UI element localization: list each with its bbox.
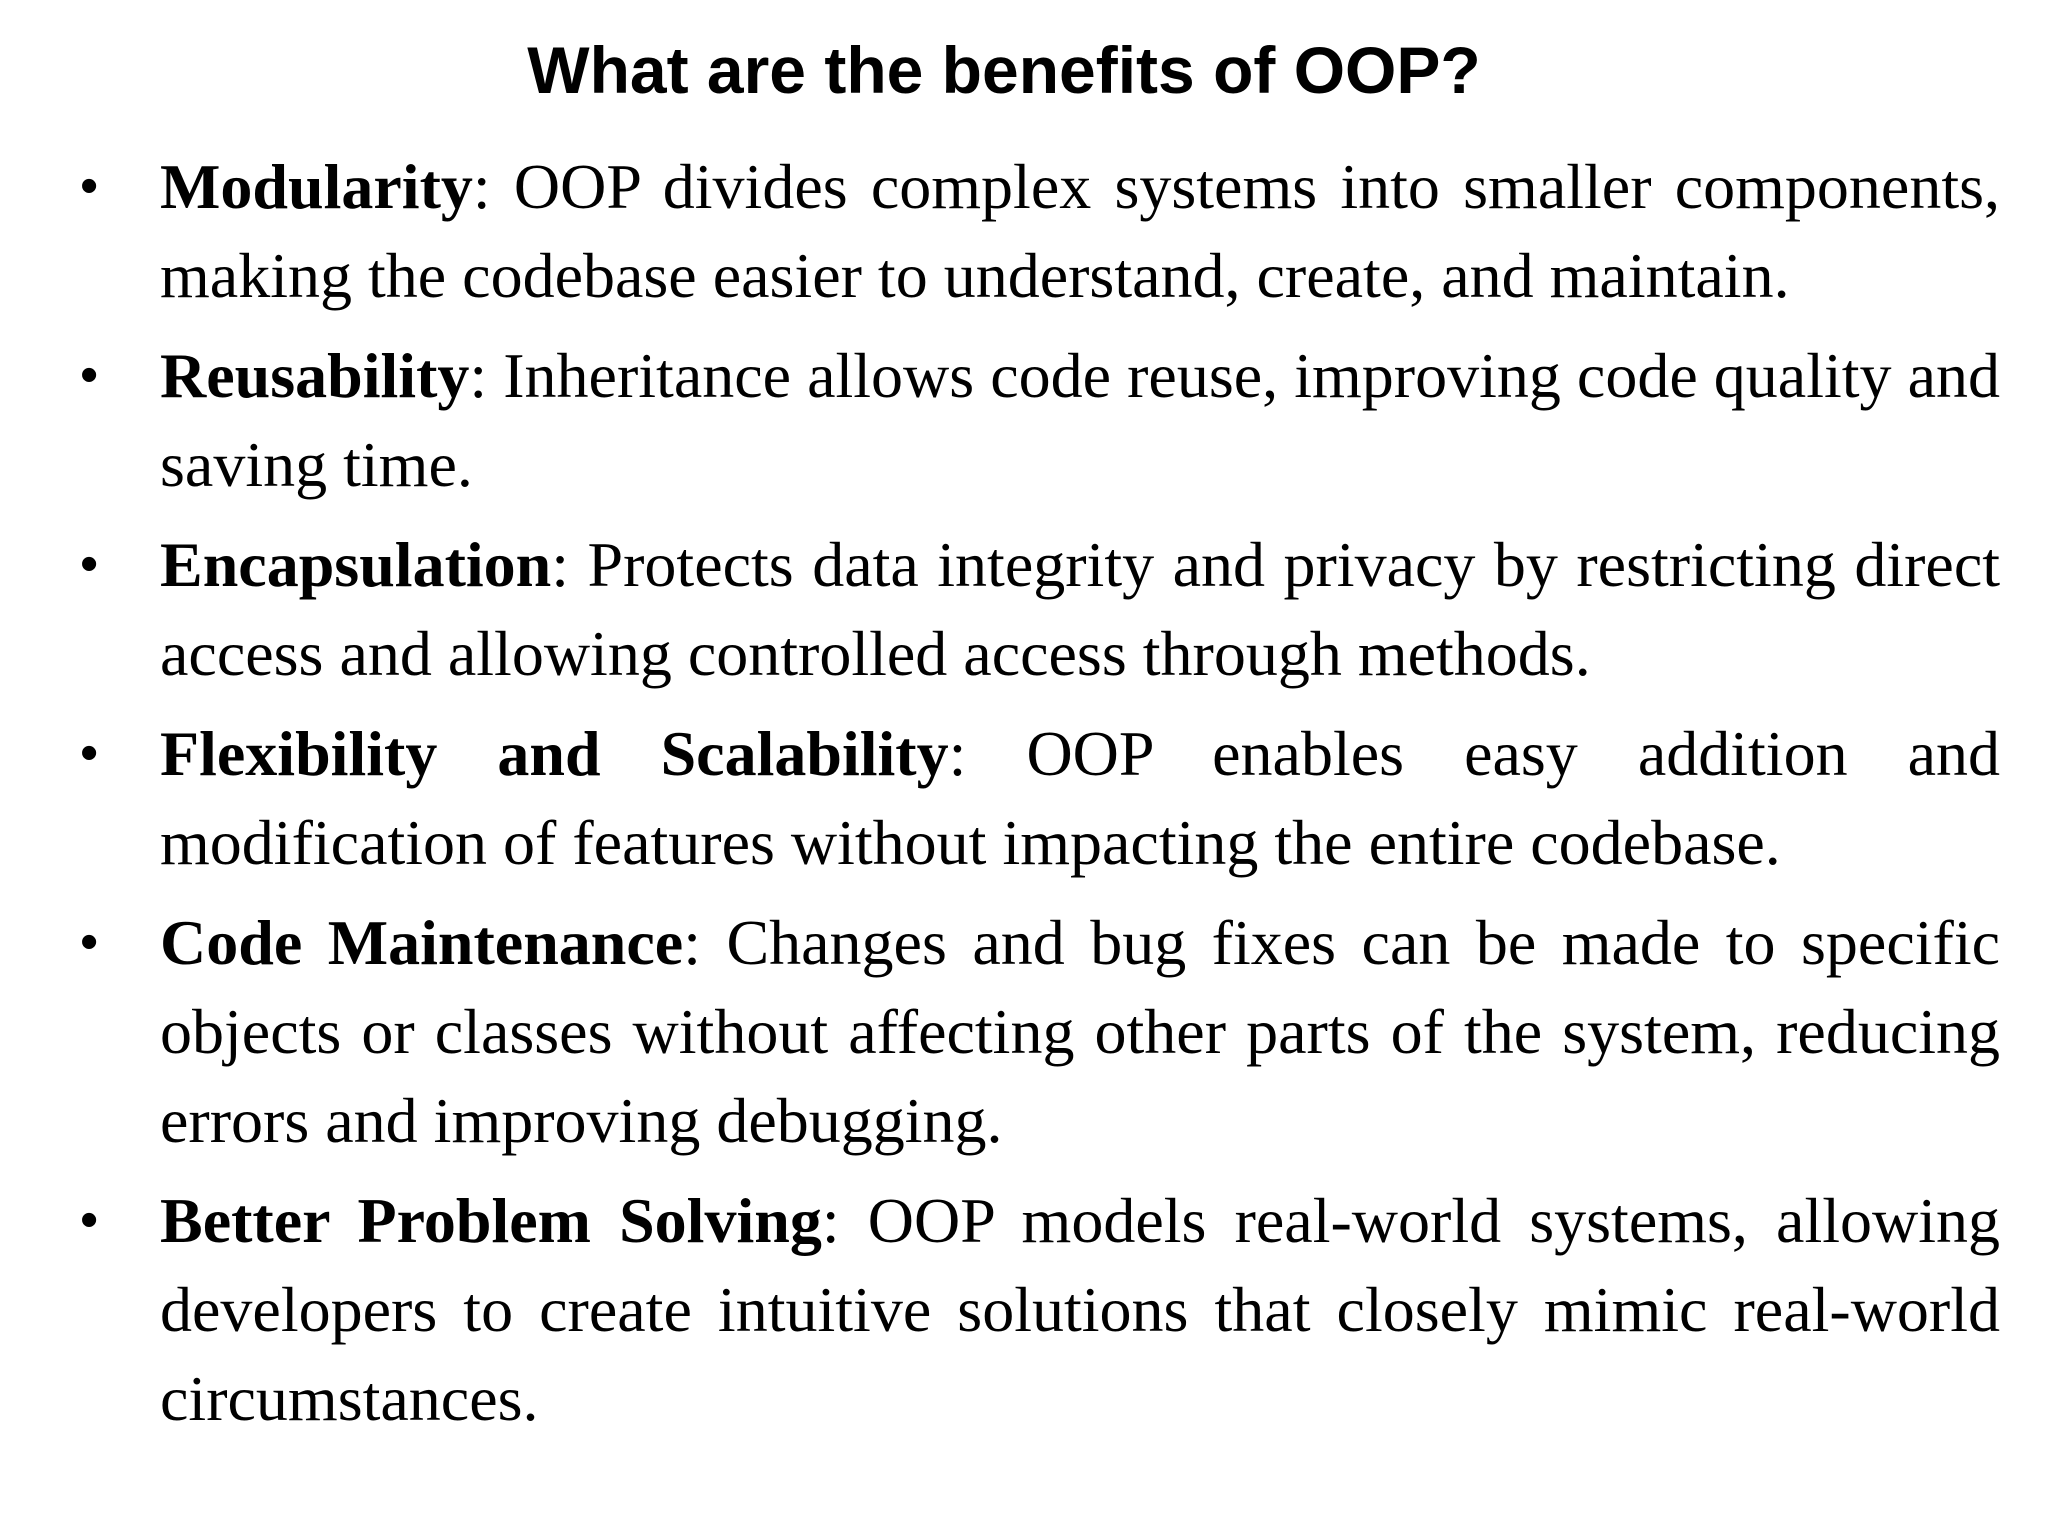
bullet-term: Modularity: [160, 151, 473, 222]
list-item-flexibility-scalability: [80, 709, 2001, 887]
bullet-separator: :: [551, 529, 588, 600]
bullet-icon: •: [80, 157, 99, 215]
bullet-separator: :: [472, 151, 514, 222]
list-item-reusability: [80, 331, 2001, 509]
list-item-modularity: [80, 142, 2000, 320]
slide-title: What are the benefits of OOP?: [527, 33, 1481, 107]
bullet-icon: •: [80, 913, 99, 971]
bullet-separator: :: [821, 1185, 868, 1256]
bullet-term: Encapsulation: [160, 529, 552, 600]
bullet-text: Changes and bug fixes can be made to specific objects or classes without affecting other parts of the system, reducing errors and improving debugging.: [160, 907, 2000, 1156]
bullet-icon: •: [80, 1191, 99, 1249]
bullet-text: OOP divides complex systems into smaller components, making the codebase easier to understand, create, and maintain.: [160, 151, 2000, 311]
list-item-better-problem-solving: [80, 1176, 2001, 1443]
bullet-separator: :: [948, 718, 1027, 789]
benefits-list: [80, 142, 2001, 1454]
bullet-text: Inheritance allows code reuse, improving code quality and saving time.: [160, 340, 2001, 500]
bullet-term: Code Maintenance: [160, 907, 684, 978]
list-item-code-maintenance: [80, 898, 2000, 1165]
bullet-term: Flexibility and Scalability: [160, 718, 949, 789]
list-item-encapsulation: [80, 520, 2000, 698]
bullet-icon: •: [80, 724, 99, 782]
bullet-separator: :: [469, 340, 504, 411]
bullet-icon: •: [80, 346, 99, 404]
bullet-separator: :: [683, 907, 727, 978]
bullet-icon: •: [80, 535, 99, 593]
bullet-text: OOP models real-world systems, allowing developers to create intuitive solutions that closely mimic real-world circumstances.: [160, 1185, 2001, 1434]
bullet-text: OOP enables easy addition and modification of features without impacting the entire codebase.: [160, 718, 2001, 878]
bullet-term: Reusability: [160, 340, 470, 411]
bullet-term: Better Problem Solving: [160, 1185, 822, 1256]
bullet-text: Protects data integrity and privacy by restricting direct access and allowing controlled access through methods.: [160, 529, 2000, 689]
